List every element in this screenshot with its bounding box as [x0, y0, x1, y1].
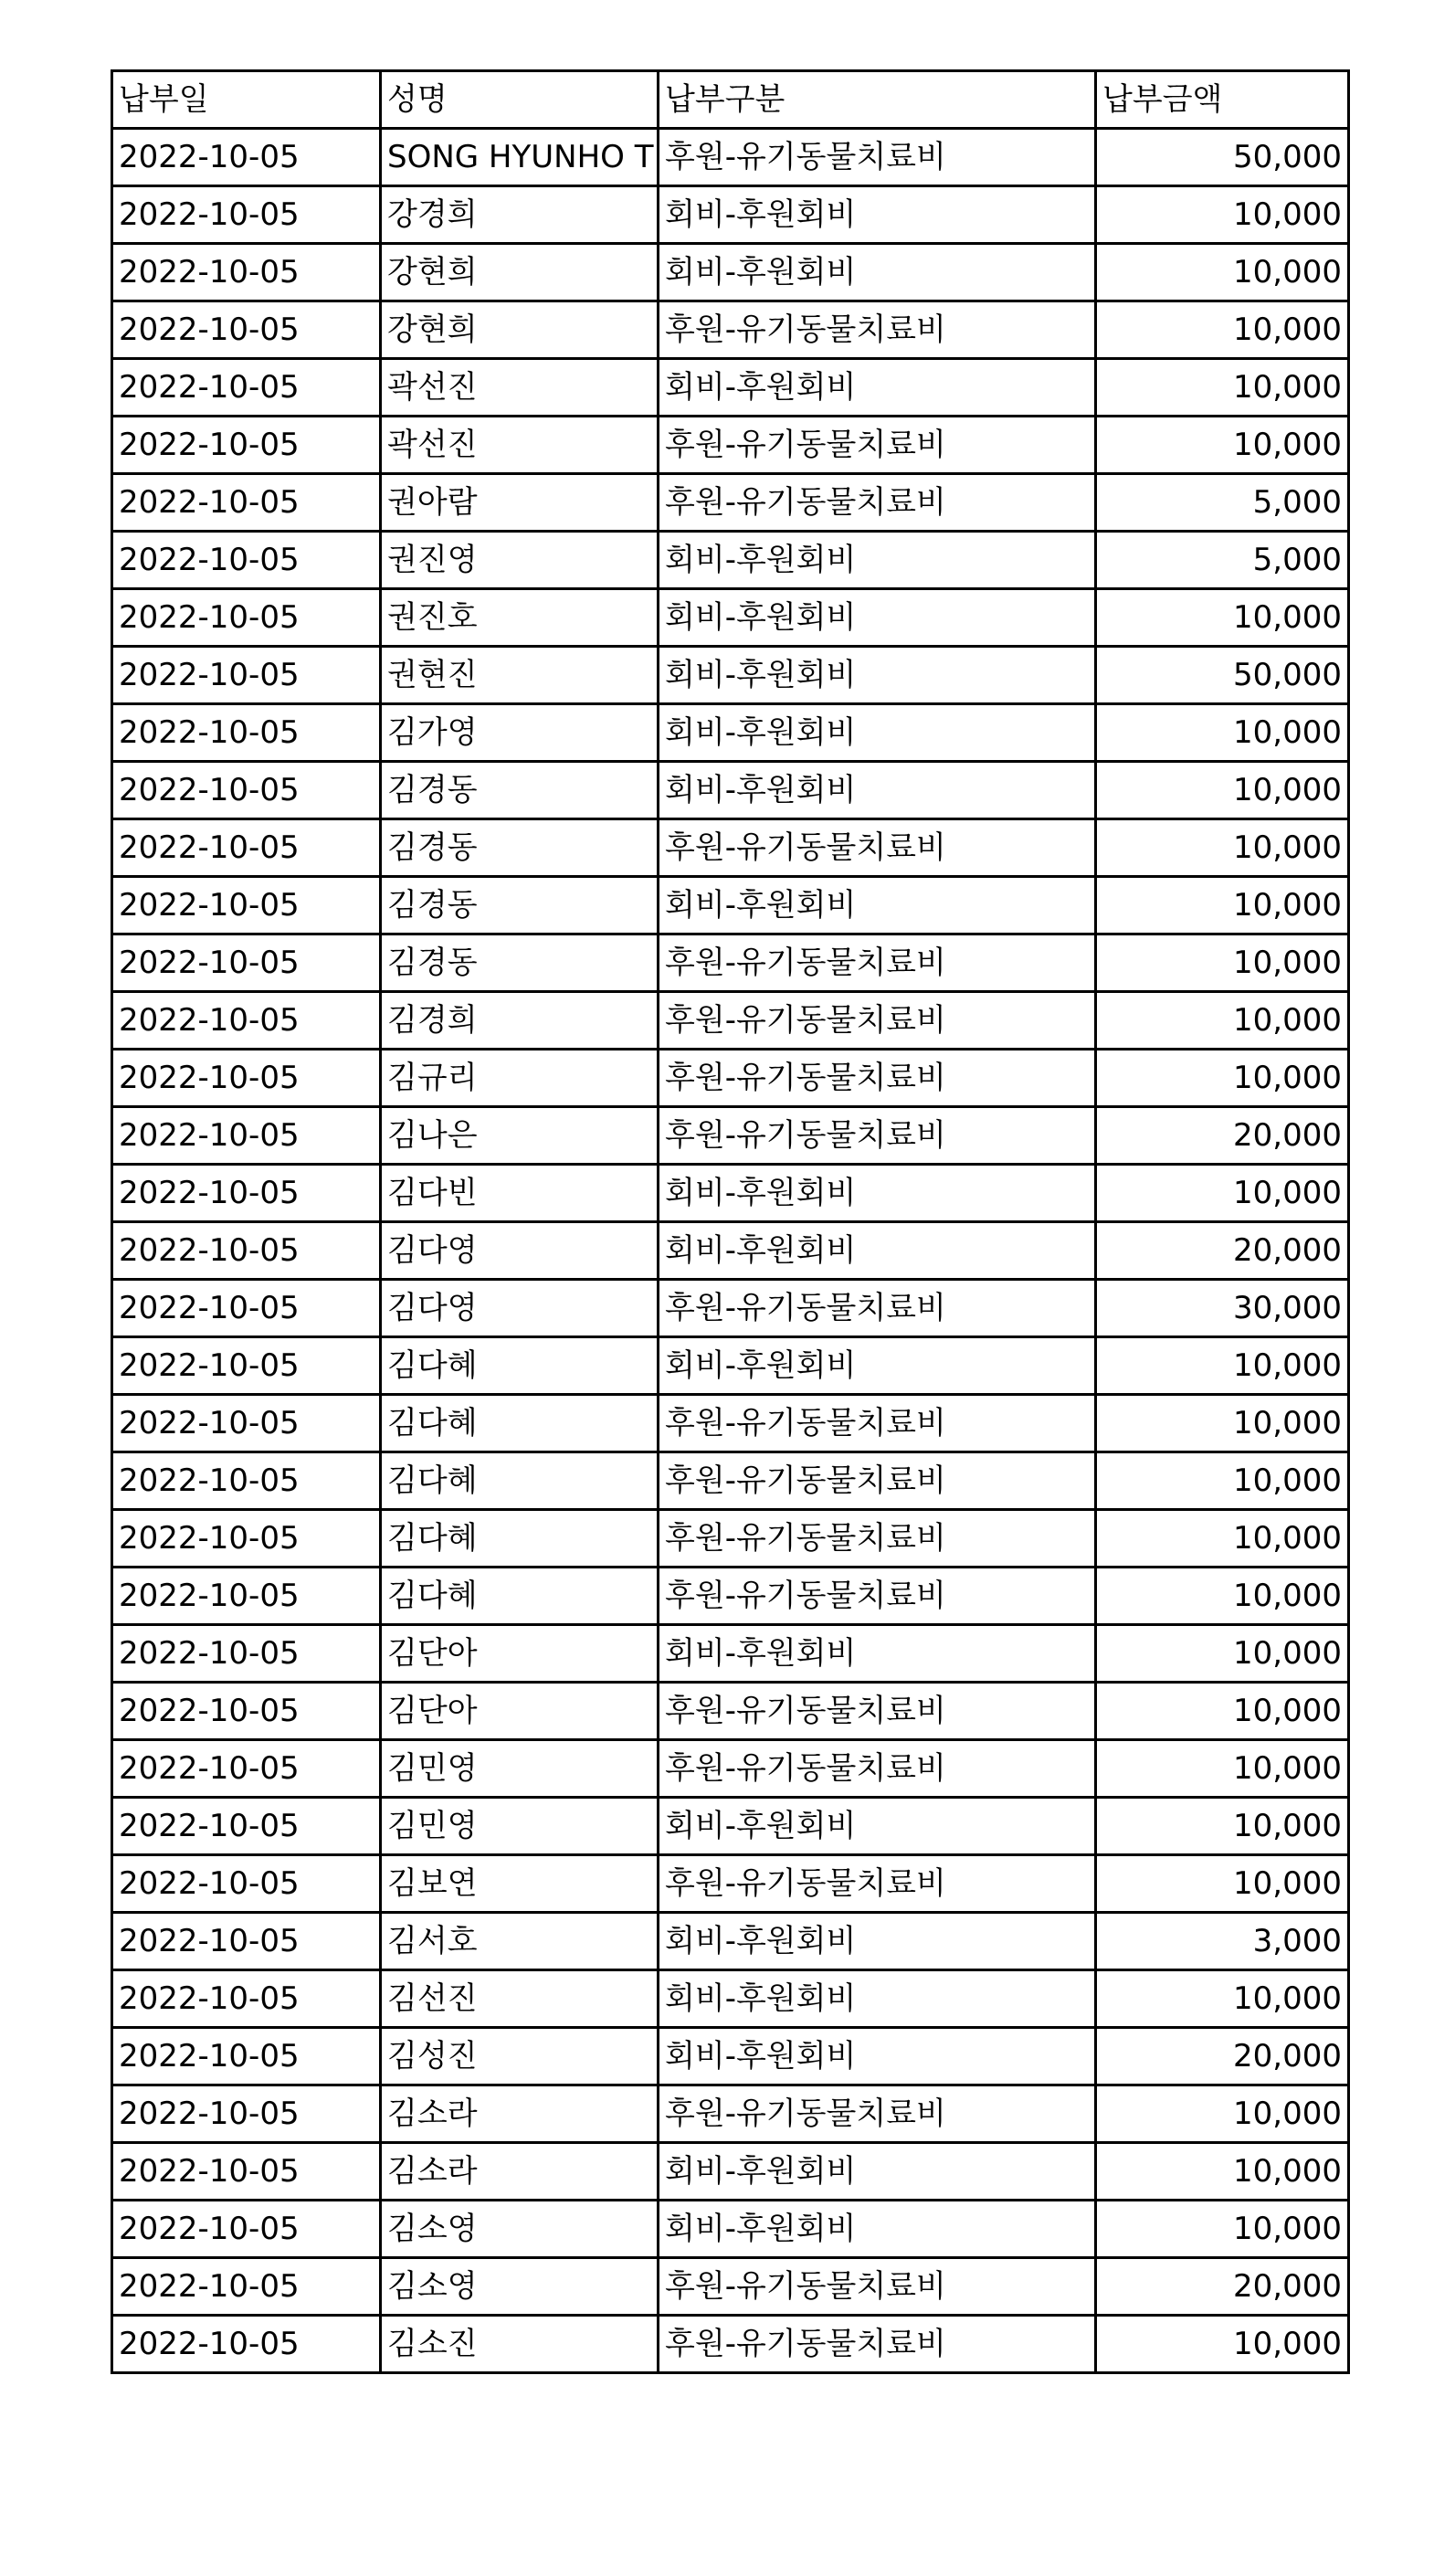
cell-date: 2022-10-05: [112, 819, 381, 877]
cell-type: 후원-유기동물치료비: [659, 1452, 1096, 1510]
cell-amount: 10,000: [1096, 2143, 1349, 2201]
cell-name: 김경동: [381, 819, 659, 877]
table-row: [112, 704, 1349, 762]
cell-date: 2022-10-05: [112, 1337, 381, 1395]
cell-amount: 10,000: [1096, 934, 1349, 992]
payment-table: [111, 69, 1350, 2374]
cell-type: 회비-후원회비: [659, 1165, 1096, 1222]
cell-date: 2022-10-05: [112, 474, 381, 532]
cell-date: 2022-10-05: [112, 2085, 381, 2143]
table-row: [112, 819, 1349, 877]
cell-amount: 10,000: [1096, 1050, 1349, 1107]
cell-date: 2022-10-05: [112, 244, 381, 301]
table-row: [112, 2201, 1349, 2258]
cell-amount: 10,000: [1096, 1510, 1349, 1568]
cell-type: 후원-유기동물치료비: [659, 474, 1096, 532]
cell-type: 후원-유기동물치료비: [659, 2316, 1096, 2373]
cell-name: 김나은: [381, 1107, 659, 1165]
cell-name: 김다혜: [381, 1337, 659, 1395]
cell-date: 2022-10-05: [112, 1625, 381, 1683]
cell-amount: 10,000: [1096, 1395, 1349, 1452]
cell-type: 회비-후원회비: [659, 2028, 1096, 2085]
table-row: [112, 1165, 1349, 1222]
cell-type: 회비-후원회비: [659, 1625, 1096, 1683]
cell-date: 2022-10-05: [112, 532, 381, 589]
cell-amount: 10,000: [1096, 186, 1349, 244]
cell-name: 강현희: [381, 301, 659, 359]
table-row: [112, 647, 1349, 704]
cell-date: 2022-10-05: [112, 1222, 381, 1280]
cell-type: 후원-유기동물치료비: [659, 1568, 1096, 1625]
cell-type: 회비-후원회비: [659, 589, 1096, 647]
cell-name: 김서호: [381, 1913, 659, 1970]
cell-amount: 3,000: [1096, 1913, 1349, 1970]
table-row: [112, 1798, 1349, 1855]
cell-date: 2022-10-05: [112, 2201, 381, 2258]
cell-amount: 10,000: [1096, 1970, 1349, 2028]
cell-date: 2022-10-05: [112, 129, 381, 186]
cell-name: 김소라: [381, 2085, 659, 2143]
table-row: [112, 1280, 1349, 1337]
cell-name: 김선진: [381, 1970, 659, 2028]
cell-date: 2022-10-05: [112, 589, 381, 647]
cell-amount: 10,000: [1096, 877, 1349, 934]
cell-name: 김경동: [381, 877, 659, 934]
cell-amount: 10,000: [1096, 301, 1349, 359]
cell-name: 김단아: [381, 1683, 659, 1740]
cell-name: 강현희: [381, 244, 659, 301]
cell-date: 2022-10-05: [112, 1970, 381, 2028]
cell-name: 김다혜: [381, 1568, 659, 1625]
cell-date: 2022-10-05: [112, 1452, 381, 1510]
cell-name: 김성진: [381, 2028, 659, 2085]
cell-type: 회비-후원회비: [659, 704, 1096, 762]
table-row: [112, 1452, 1349, 1510]
cell-type: 회비-후원회비: [659, 359, 1096, 417]
cell-amount: 10,000: [1096, 1625, 1349, 1683]
cell-date: 2022-10-05: [112, 1395, 381, 1452]
cell-date: 2022-10-05: [112, 934, 381, 992]
cell-type: 후원-유기동물치료비: [659, 1855, 1096, 1913]
table-row: [112, 474, 1349, 532]
cell-date: 2022-10-05: [112, 1510, 381, 1568]
cell-date: 2022-10-05: [112, 877, 381, 934]
cell-type: 후원-유기동물치료비: [659, 934, 1096, 992]
cell-name: 김가영: [381, 704, 659, 762]
cell-name: 김보연: [381, 1855, 659, 1913]
cell-name: 김규리: [381, 1050, 659, 1107]
cell-date: 2022-10-05: [112, 647, 381, 704]
cell-type: 회비-후원회비: [659, 1222, 1096, 1280]
table-row: [112, 186, 1349, 244]
cell-amount: 10,000: [1096, 704, 1349, 762]
cell-amount: 30,000: [1096, 1280, 1349, 1337]
cell-name: 김민영: [381, 1740, 659, 1798]
cell-amount: 5,000: [1096, 474, 1349, 532]
cell-type: 회비-후원회비: [659, 1970, 1096, 2028]
cell-type: 후원-유기동물치료비: [659, 1280, 1096, 1337]
cell-type: 회비-후원회비: [659, 186, 1096, 244]
table-row: [112, 1050, 1349, 1107]
cell-amount: 10,000: [1096, 992, 1349, 1050]
table-row: [112, 417, 1349, 474]
cell-type: 회비-후원회비: [659, 877, 1096, 934]
cell-name: 김소영: [381, 2201, 659, 2258]
cell-amount: 10,000: [1096, 2085, 1349, 2143]
cell-date: 2022-10-05: [112, 1165, 381, 1222]
cell-date: 2022-10-05: [112, 417, 381, 474]
cell-date: 2022-10-05: [112, 186, 381, 244]
table-row: [112, 244, 1349, 301]
cell-type: 후원-유기동물치료비: [659, 1510, 1096, 1568]
table-row: [112, 1683, 1349, 1740]
table-row: [112, 1970, 1349, 2028]
cell-name: 김다영: [381, 1222, 659, 1280]
cell-date: 2022-10-05: [112, 1107, 381, 1165]
cell-date: 2022-10-05: [112, 2028, 381, 2085]
cell-date: 2022-10-05: [112, 359, 381, 417]
cell-type: 후원-유기동물치료비: [659, 1050, 1096, 1107]
cell-date: 2022-10-05: [112, 1798, 381, 1855]
cell-type: 후원-유기동물치료비: [659, 819, 1096, 877]
table-row: [112, 1625, 1349, 1683]
cell-amount: 50,000: [1096, 647, 1349, 704]
cell-type: 후원-유기동물치료비: [659, 1395, 1096, 1452]
cell-type: 회비-후원회비: [659, 2201, 1096, 2258]
cell-type: 회비-후원회비: [659, 244, 1096, 301]
table-row: [112, 2085, 1349, 2143]
cell-date: 2022-10-05: [112, 2316, 381, 2373]
table-row: [112, 934, 1349, 992]
cell-name: 김경희: [381, 992, 659, 1050]
cell-name: 김다혜: [381, 1510, 659, 1568]
cell-amount: 10,000: [1096, 1452, 1349, 1510]
cell-amount: 5,000: [1096, 532, 1349, 589]
table-row: [112, 1740, 1349, 1798]
cell-name: 권진호: [381, 589, 659, 647]
cell-name: 김소영: [381, 2258, 659, 2316]
cell-type: 후원-유기동물치료비: [659, 992, 1096, 1050]
cell-amount: 10,000: [1096, 2316, 1349, 2373]
cell-amount: 10,000: [1096, 359, 1349, 417]
cell-type: 회비-후원회비: [659, 1913, 1096, 1970]
cell-type: 회비-후원회비: [659, 532, 1096, 589]
cell-amount: 50,000: [1096, 129, 1349, 186]
cell-name: 곽선진: [381, 417, 659, 474]
cell-date: 2022-10-05: [112, 1050, 381, 1107]
header-row: [112, 71, 1349, 129]
cell-amount: 10,000: [1096, 819, 1349, 877]
cell-type: 회비-후원회비: [659, 1337, 1096, 1395]
cell-date: 2022-10-05: [112, 1568, 381, 1625]
cell-name: 권진영: [381, 532, 659, 589]
cell-amount: 10,000: [1096, 244, 1349, 301]
cell-date: 2022-10-05: [112, 1683, 381, 1740]
table-row: [112, 2258, 1349, 2316]
table-row: [112, 589, 1349, 647]
cell-type: 회비-후원회비: [659, 762, 1096, 819]
cell-type: 후원-유기동물치료비: [659, 1107, 1096, 1165]
table-row: [112, 1337, 1349, 1395]
cell-name: 김경동: [381, 934, 659, 992]
table-row: [112, 1395, 1349, 1452]
table-row: [112, 992, 1349, 1050]
cell-name: 김다혜: [381, 1395, 659, 1452]
cell-type: 회비-후원회비: [659, 647, 1096, 704]
cell-date: 2022-10-05: [112, 2143, 381, 2201]
cell-date: 2022-10-05: [112, 704, 381, 762]
cell-date: 2022-10-05: [112, 1280, 381, 1337]
table-row: [112, 1222, 1349, 1280]
cell-amount: 10,000: [1096, 1568, 1349, 1625]
cell-type: 후원-유기동물치료비: [659, 2085, 1096, 2143]
cell-type: 후원-유기동물치료비: [659, 1683, 1096, 1740]
table-row: [112, 2143, 1349, 2201]
table-row: [112, 2316, 1349, 2373]
header-type: 납부구분: [659, 71, 1096, 129]
cell-name: 김소진: [381, 2316, 659, 2373]
cell-type: 후원-유기동물치료비: [659, 129, 1096, 186]
cell-amount: 10,000: [1096, 1855, 1349, 1913]
cell-amount: 20,000: [1096, 1222, 1349, 1280]
cell-amount: 20,000: [1096, 2258, 1349, 2316]
cell-type: 후원-유기동물치료비: [659, 301, 1096, 359]
table-row: [112, 1568, 1349, 1625]
cell-type: 후원-유기동물치료비: [659, 2258, 1096, 2316]
cell-amount: 10,000: [1096, 1798, 1349, 1855]
cell-name: 곽선진: [381, 359, 659, 417]
header-amount: 납부금액: [1096, 71, 1349, 129]
table-row: [112, 359, 1349, 417]
cell-type: 회비-후원회비: [659, 2143, 1096, 2201]
cell-amount: 10,000: [1096, 417, 1349, 474]
cell-date: 2022-10-05: [112, 992, 381, 1050]
table-row: [112, 2028, 1349, 2085]
cell-name: 권현진: [381, 647, 659, 704]
cell-amount: 10,000: [1096, 2201, 1349, 2258]
cell-amount: 10,000: [1096, 762, 1349, 819]
cell-name: SONG HYUNHO T: [381, 129, 659, 186]
header-date: 납부일: [112, 71, 381, 129]
cell-amount: 10,000: [1096, 1337, 1349, 1395]
cell-date: 2022-10-05: [112, 2258, 381, 2316]
cell-date: 2022-10-05: [112, 762, 381, 819]
cell-date: 2022-10-05: [112, 1855, 381, 1913]
table-body: [112, 129, 1349, 2373]
table-row: [112, 1855, 1349, 1913]
cell-name: 김민영: [381, 1798, 659, 1855]
cell-name: 김다빈: [381, 1165, 659, 1222]
table-row: [112, 1913, 1349, 1970]
cell-date: 2022-10-05: [112, 301, 381, 359]
cell-amount: 10,000: [1096, 1165, 1349, 1222]
cell-name: 김경동: [381, 762, 659, 819]
cell-amount: 20,000: [1096, 1107, 1349, 1165]
cell-type: 후원-유기동물치료비: [659, 417, 1096, 474]
table-row: [112, 532, 1349, 589]
cell-date: 2022-10-05: [112, 1913, 381, 1970]
cell-name: 김다영: [381, 1280, 659, 1337]
cell-amount: 10,000: [1096, 1683, 1349, 1740]
table-row: [112, 1510, 1349, 1568]
table-row: [112, 762, 1349, 819]
cell-name: 권아람: [381, 474, 659, 532]
table-row: [112, 877, 1349, 934]
cell-name: 김소라: [381, 2143, 659, 2201]
table-row: [112, 129, 1349, 186]
cell-date: 2022-10-05: [112, 1740, 381, 1798]
cell-amount: 10,000: [1096, 1740, 1349, 1798]
header-name: 성명: [381, 71, 659, 129]
cell-name: 김다혜: [381, 1452, 659, 1510]
cell-name: 김단아: [381, 1625, 659, 1683]
table-row: [112, 301, 1349, 359]
cell-amount: 10,000: [1096, 589, 1349, 647]
cell-type: 회비-후원회비: [659, 1798, 1096, 1855]
cell-type: 후원-유기동물치료비: [659, 1740, 1096, 1798]
cell-amount: 20,000: [1096, 2028, 1349, 2085]
cell-name: 강경희: [381, 186, 659, 244]
table-row: [112, 1107, 1349, 1165]
